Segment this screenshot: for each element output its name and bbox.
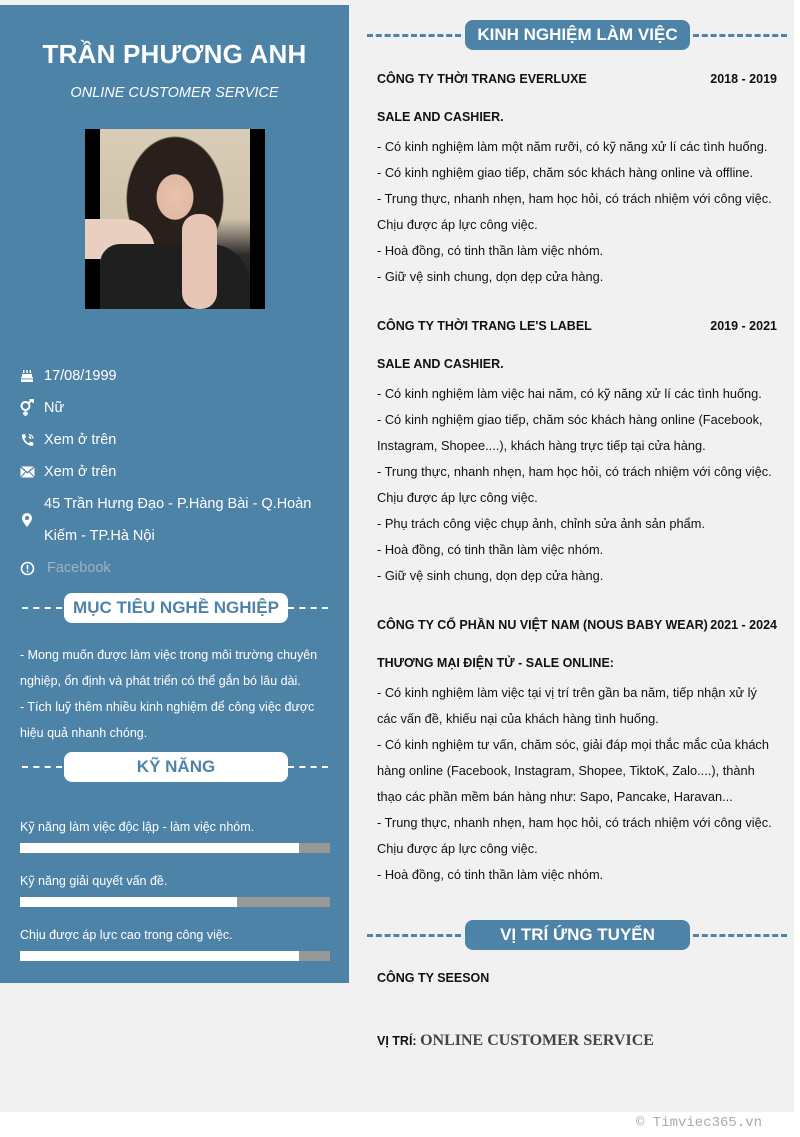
objective-text: - Mong muốn được làm việc trong môi trường chuyên nghiệp, ổn định và phát triển có thể gắn bó lâu dài. - Tích luỹ thêm nhiều kinh nghiệm để công việc được hiệu quả nhanh chóng. [20,648,318,740]
job-company: CÔNG TY THỜI TRANG LE'S LABEL [377,319,592,333]
job-role: THƯƠNG MẠI ĐIỆN TỬ - SALE ONLINE: [377,656,614,670]
envelope-icon [18,463,36,481]
watermark: © Timviec365.vn [636,1115,763,1131]
job-company: CÔNG TY CỔ PHẦN NU VIỆT NAM (NOUS BABY WEAR) [377,618,708,632]
birthday-row [18,360,338,392]
job-description: - Có kinh nghiệm làm việc tại vị trí trên gần ba năm, tiếp nhận xử lý các vấn đề, khiếu nại của khách hàng tình huống. - Có kinh nghiệm tư vấn, chăm sóc, giải đáp mọi thắc mắc của khách hàng online (Facebook, Instagram, Shopee, TiktoK, Zalo....), thành thạo các phần mềm bán hàng như: Sapo, Pancake, Haravan... - Trung thực, nhanh nhẹn, ham học hỏi, có trách nhiệm với công việc. Chịu được áp lực công việc. - Hoà đồng, có tinh thần làm việc nhóm. [377,685,772,882]
application-heading: VỊ TRÍ ỨNG TUYỂN [367,920,787,950]
email-value: Xem ở trên [44,464,117,480]
job-description: - Có kinh nghiệm làm việc hai năm, có kỹ năng xử lí các tình huống. - Có kinh nghiệm giao tiếp, chăm sóc khách hàng online (Facebook, Instagram, Shopee....), khách hàng trực tiếp tại cửa hàng. - Trung thực, nhanh nhẹn, ham học hỏi, có trách nhiệm với công việc. Chịu được áp lực công việc. - Phụ trách công việc chụp ảnh, chỉnh sửa ảnh sản phẩm. - Hoà đồng, có tinh thần làm việc nhóm. - Giữ vệ sinh chung, dọn dẹp cửa hàng. [377,386,772,583]
email-row [18,456,338,488]
job-entry-nous [377,616,777,888]
gender-icon [18,399,36,417]
job-description: - Có kinh nghiệm làm một năm rưỡi, có kỹ năng xử lí các tình huống. - Có kinh nghiệm giao tiếp, chăm sóc khách hàng online và offline. - Trung thực, nhanh nhẹn, ham học hỏi, có trách nhiệm với công việc. Chịu được áp lực công việc. - Hoà đồng, có tinh thần làm việc nhóm. - Giữ vệ sinh chung, dọn dẹp cửa hàng. [377,139,772,284]
skill-bar-fill [20,843,299,853]
info-circle-icon [18,559,36,577]
skill-bar [20,897,330,907]
job-period: 2019 - 2021 [710,319,777,333]
job-role: SALE AND CASHIER. [377,357,504,371]
skill-item: Kỹ năng giải quyết vấn đề. [20,871,330,907]
sidebar [0,5,349,983]
skills-list [20,817,330,979]
experience-heading: KINH NGHIỆM LÀM VIỆC [367,20,787,50]
job-entry-everluxe [377,70,777,290]
map-pin-icon [18,511,36,529]
phone-icon [18,431,36,449]
phone-row [18,424,338,456]
skills-heading: KỸ NĂNG [20,752,330,782]
job-company: CÔNG TY THỜI TRANG EVERLUXE [377,72,587,86]
phone-value: Xem ở trên [44,432,117,448]
skill-bar-fill [20,897,237,907]
facebook-link[interactable]: Facebook [47,560,111,576]
address-value: 45 Trần Hưng Đạo - P.Hàng Bài - Q.Hoàn Kiếm - TP.Hà Nội [44,496,312,544]
skill-bar-fill [20,951,299,961]
candidate-title: ONLINE CUSTOMER SERVICE [70,85,279,101]
job-entry-les-label [377,317,777,589]
birthday-value: 17/08/1999 [44,368,117,384]
birthday-cake-icon [18,367,36,385]
avatar-photo[interactable] [85,129,265,309]
job-role: SALE AND CASHIER. [377,110,504,124]
address-row [18,488,338,552]
gender-row [18,392,338,424]
candidate-name: TRẦN PHƯƠNG ANH [42,39,307,69]
skill-bar [20,843,330,853]
applied-position: VỊ TRÍ: ONLINE CUSTOMER SERVICE [377,1032,654,1049]
job-period: 2021 - 2024 [710,618,777,632]
job-period: 2018 - 2019 [710,72,777,86]
skill-item: Kỹ năng làm việc độc lập - làm việc nhóm. [20,817,330,853]
objective-heading: MỤC TIÊU NGHỀ NGHIỆP [20,593,330,623]
gender-value: Nữ [44,400,65,416]
skill-bar [20,951,330,961]
contact-info [18,360,338,584]
facebook-row[interactable] [18,552,338,584]
applied-company: CÔNG TY SEESON [377,971,490,985]
skill-item: Chịu được áp lực cao trong công việc. [20,925,330,961]
